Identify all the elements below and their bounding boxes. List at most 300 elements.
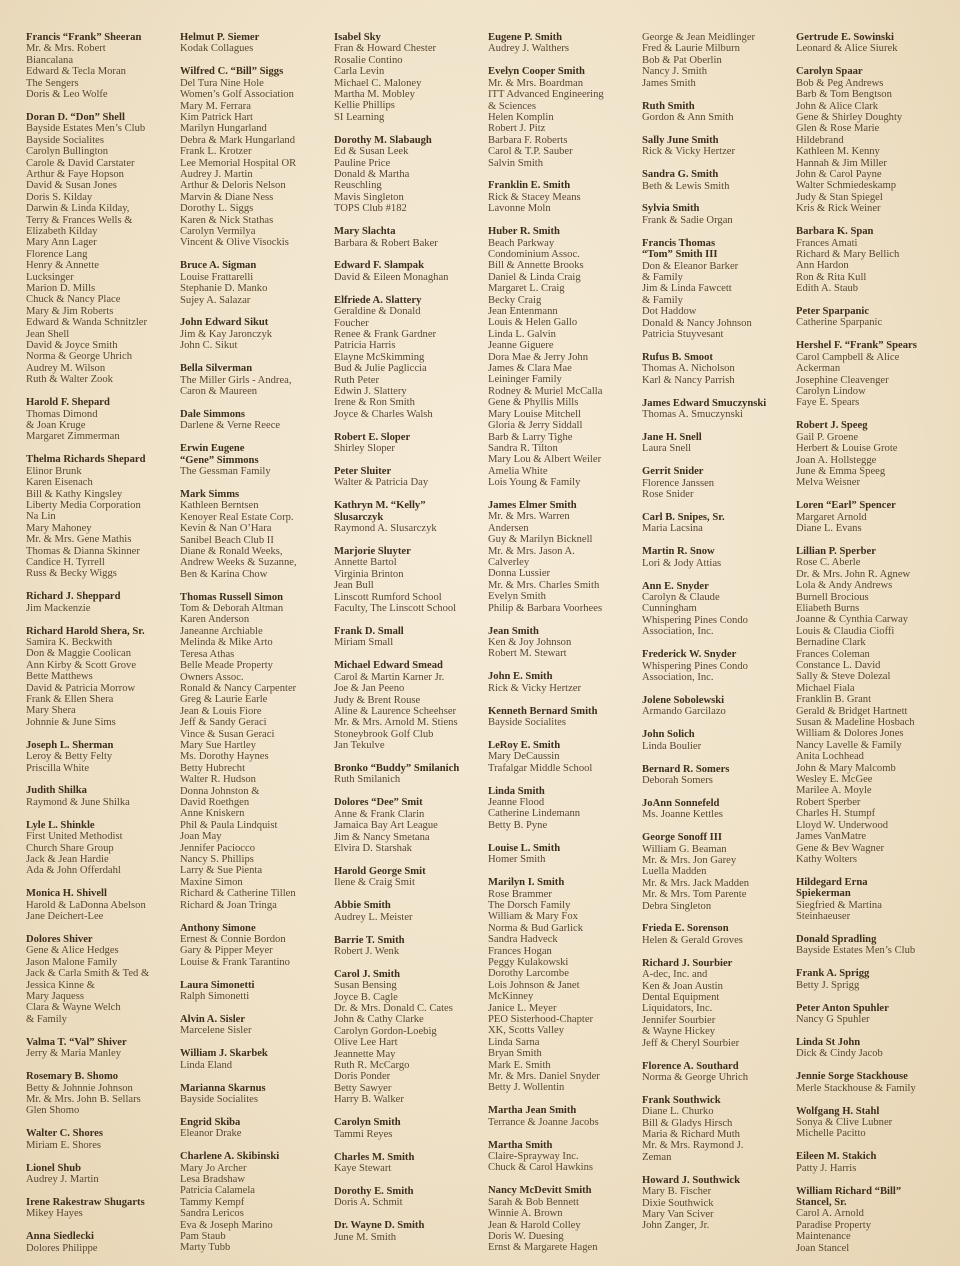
donor-name: Bob & Peg Andrews bbox=[796, 77, 884, 89]
donor-name: David Roethgen bbox=[180, 796, 250, 808]
honoree-name: “Gene” Simmons bbox=[180, 454, 259, 466]
memorial-entry bbox=[488, 877, 642, 1094]
donor-name: Carolyn Gordon-Loebig bbox=[334, 1025, 437, 1037]
donor-name: Don & Maggie Coolican bbox=[26, 648, 132, 660]
honoree-name: Howard J. Southwick bbox=[642, 1174, 741, 1186]
memorial-entry bbox=[796, 1186, 950, 1254]
honoree-name: Marjorie Sluyter bbox=[334, 546, 411, 558]
memorial-entry bbox=[796, 306, 950, 329]
donor-name: Bayside Estates Men’s Club bbox=[796, 945, 916, 957]
donor-name: Association, Inc. bbox=[642, 671, 714, 683]
memorial-entry bbox=[180, 317, 334, 351]
donor-name: A-dec, Inc. and bbox=[642, 969, 708, 981]
memorial-entry bbox=[488, 706, 642, 729]
donor-name: Karen Anderson bbox=[180, 614, 250, 626]
memorial-entry bbox=[488, 66, 642, 169]
donor-name: Herbert & Louise Grote bbox=[796, 443, 898, 455]
memorial-entry bbox=[26, 626, 180, 729]
donor-name: Edward & Wanda Schnitzler bbox=[26, 317, 148, 329]
donor-name: Raymond & June Shilka bbox=[26, 796, 130, 808]
donor-name: Siegfried & Martina bbox=[796, 899, 882, 911]
donor-name: Liquidators, Inc. bbox=[642, 1003, 713, 1015]
donor-name: Rose Brammer bbox=[488, 888, 552, 900]
donor-name: Carol & T.P. Sauber bbox=[488, 146, 573, 158]
donor-name: Gene & Phyllis Mills bbox=[488, 397, 579, 409]
donor-name: Ralph Simonetti bbox=[180, 991, 250, 1003]
donor-name: Barb & Larry Tighe bbox=[488, 431, 573, 443]
donor-name: Doris S. Kilday bbox=[26, 191, 93, 203]
honoree-name: Anthony Simone bbox=[180, 922, 256, 934]
donor-name: Elvira D. Starshak bbox=[334, 842, 412, 854]
honoree-name: Hershel F. “Frank” Spears bbox=[796, 340, 917, 352]
donor-name: Sarah & Bob Bennett bbox=[488, 1196, 579, 1208]
donor-name: Florence Janssen bbox=[642, 477, 715, 489]
donor-name: June M. Smith bbox=[334, 1231, 397, 1243]
donor-name: Harold & LaDonna Abelson bbox=[26, 899, 146, 911]
memorial-entry bbox=[334, 466, 488, 489]
donor-name: Mr. & Mrs. Charles Smith bbox=[488, 579, 600, 591]
honoree-name: Sylvia Smith bbox=[642, 203, 700, 215]
donor-name: Patricia Harris bbox=[334, 340, 396, 352]
donor-name: Melinda & Mike Arto bbox=[180, 637, 273, 649]
donor-name: Arthur & Deloris Nelson bbox=[180, 180, 286, 192]
donor-name: Susan & Madeline Hosbach bbox=[796, 717, 915, 729]
donor-name: Linda Boulier bbox=[642, 740, 702, 752]
donor-name: Mr. & Mrs. Jason A. bbox=[488, 545, 575, 557]
donor-name: Anne Kniskern bbox=[180, 808, 245, 820]
donor-name: Larry & Sue Pienta bbox=[180, 865, 263, 877]
donor-name: Mr. & Mrs. Arnold M. Stiens bbox=[334, 717, 458, 729]
donor-name: Frank L. Krotzer bbox=[180, 146, 252, 158]
honoree-name: Nancy McDevitt Smith bbox=[488, 1185, 592, 1197]
donor-name: James & Clara Mae bbox=[488, 363, 572, 375]
donor-name: Audrey L. Meister bbox=[334, 911, 413, 923]
donor-name: Robert J. Pitz bbox=[488, 123, 546, 135]
donor-name: Ann Kirby & Scott Grove bbox=[26, 659, 137, 671]
memorial-entry bbox=[642, 729, 796, 752]
memorial-entry bbox=[334, 1186, 488, 1209]
donor-name: Phil & Paula Lindquist bbox=[180, 819, 278, 831]
donor-name: Rick & Vicky Hertzer bbox=[488, 682, 582, 694]
memorial-entry bbox=[642, 101, 796, 124]
memorial-entry bbox=[642, 238, 796, 341]
donor-name: Mary & Jim Roberts bbox=[26, 305, 114, 317]
honoree-name: Joseph L. Sherman bbox=[26, 739, 114, 751]
donor-name: Homer Smith bbox=[488, 854, 546, 866]
donor-name: Bette Matthews bbox=[26, 671, 93, 683]
honoree-name: Alvin A. Sisler bbox=[180, 1013, 246, 1025]
donor-name: Sandra Hadveck bbox=[488, 934, 558, 946]
memorial-entry bbox=[796, 226, 950, 294]
memorial-entry bbox=[796, 1106, 950, 1140]
donor-name: Ernest & Connie Bordon bbox=[180, 933, 286, 945]
memorial-entry bbox=[488, 32, 642, 55]
donor-name: Amelia White bbox=[488, 465, 548, 477]
donor-name: Church Share Group bbox=[26, 842, 114, 854]
donor-name: Maintenance bbox=[796, 1231, 851, 1243]
donor-name: Aline & Laurence Scheehser bbox=[334, 705, 457, 717]
donor-name: David & Patricia Morrow bbox=[26, 682, 136, 694]
honoree-name: Lillian P. Sperber bbox=[796, 545, 876, 557]
donor-name: Diane & Ronald Weeks, bbox=[180, 545, 283, 557]
donor-name: Jeff & Cheryl Sourbier bbox=[642, 1037, 740, 1049]
donor-name: Guy & Marilyn Bicknell bbox=[488, 534, 593, 546]
donor-name: Carol & Martin Karner Jr. bbox=[334, 671, 445, 683]
memorial-entry bbox=[642, 923, 796, 946]
honoree-name: Erwin Eugene bbox=[180, 443, 245, 455]
memorial-entry bbox=[642, 466, 796, 500]
donor-name: Lois Young & Family bbox=[488, 477, 581, 489]
donor-name: James VanMatre bbox=[796, 831, 867, 843]
donor-name: Glen Shomo bbox=[26, 1105, 80, 1117]
donor-name: Darwin & Linda Kilday, bbox=[26, 203, 130, 215]
donor-name: Bayside Socialites bbox=[488, 717, 566, 729]
honoree-name: Loren “Earl” Spencer bbox=[796, 500, 896, 512]
donor-name: Biancalana bbox=[26, 54, 74, 66]
honoree-name: Doran D. “Don” Shell bbox=[26, 111, 125, 123]
donor-name: Steinhaeuser bbox=[796, 911, 851, 923]
donor-name: Lloyd W. Underwood bbox=[796, 819, 889, 831]
memorial-entry bbox=[26, 1128, 180, 1151]
memorial-entry bbox=[642, 135, 796, 158]
donor-name: Gerald & Bridget Hartnett bbox=[796, 705, 908, 717]
donor-name: Sandra R. Tilton bbox=[488, 442, 558, 454]
donor-name: June & Emma Speeg bbox=[796, 465, 886, 477]
donor-name: Gary & Pipper Meyer bbox=[180, 945, 273, 957]
honoree-name: Rufus B. Smoot bbox=[642, 351, 713, 363]
donor-name: Eleanor Drake bbox=[180, 1128, 242, 1140]
donor-name: Mr. & Mrs. Jack Madden bbox=[642, 877, 750, 889]
donor-name: & Family bbox=[642, 272, 683, 283]
memorial-entry bbox=[26, 1197, 180, 1220]
donor-name: Eliabeth Burns bbox=[796, 602, 860, 614]
honoree-name: James Elmer Smith bbox=[488, 500, 577, 512]
donor-name: The Gessman Family bbox=[180, 466, 271, 477]
honoree-name: Florence A. Southard bbox=[642, 1060, 739, 1072]
donor-name: Walter Schmiedeskamp bbox=[796, 180, 897, 192]
donor-name: Rodney & Muriel McCalla bbox=[488, 385, 603, 397]
donor-name: Mary Ann Lager bbox=[26, 237, 97, 249]
donor-name: Ernst & Margarete Hagen bbox=[488, 1242, 598, 1254]
donor-name: Olive Lee Hart bbox=[334, 1037, 398, 1049]
donor-name: Anne & Frank Clarin bbox=[334, 808, 425, 820]
donor-name: Terrance & Joanne Jacobs bbox=[488, 1116, 599, 1128]
memorial-entry bbox=[26, 397, 180, 443]
memorial-entry bbox=[334, 226, 488, 249]
honoree-name: Edward F. Slampak bbox=[334, 260, 424, 272]
donor-name: Marilyn Hungarland bbox=[180, 123, 267, 135]
donor-name: Mavis Singleton bbox=[334, 191, 404, 203]
donor-name: & Family bbox=[642, 294, 683, 306]
honoree-name: Valma T. “Val” Shiver bbox=[26, 1036, 127, 1048]
donor-name: Kodak Collagues bbox=[180, 43, 254, 55]
donor-name: Faculty, The Linscott School bbox=[334, 603, 457, 615]
donor-name: Faye E. Spears bbox=[796, 397, 860, 409]
donor-name: Frances Hogan bbox=[488, 945, 552, 957]
memorial-entry bbox=[642, 398, 796, 421]
donor-name: William & Mary Fox bbox=[488, 911, 578, 923]
memorial-entry bbox=[334, 135, 488, 215]
donor-name: Linda L. Galvin bbox=[488, 328, 556, 340]
donor-name: John & Mary Malcomb bbox=[796, 762, 896, 774]
memorial-entry bbox=[26, 785, 180, 808]
donor-name: Elizabeth Kilday bbox=[26, 226, 98, 237]
donor-name: Mr. & Mrs. Boardman bbox=[488, 77, 584, 89]
donor-name: John Zanger, Jr. bbox=[642, 1220, 710, 1232]
donor-name: Gail P. Groene bbox=[796, 431, 859, 443]
donor-name: Karl & Nancy Parrish bbox=[642, 374, 735, 386]
honoree-name: Robert J. Speeg bbox=[796, 420, 868, 432]
donor-name: John C. Sikut bbox=[180, 340, 238, 352]
honoree-name: Anna Siedlecki bbox=[26, 1231, 94, 1243]
honoree-name: Irene Rakestraw Shugarts bbox=[26, 1196, 145, 1208]
donor-name: Frank & Ellen Shera bbox=[26, 694, 114, 706]
honoree-name: Sandra G. Smith bbox=[642, 169, 719, 181]
donor-name: Judy & Brent Rouse bbox=[334, 694, 421, 706]
memorial-entry bbox=[180, 923, 334, 969]
donor-name: Audrey J. Martin bbox=[180, 168, 253, 180]
donor-name: Don & Eleanor Barker bbox=[642, 260, 739, 272]
donor-name: Lori & Jody Attias bbox=[642, 557, 722, 569]
donor-name: Carolyn & Claude bbox=[642, 592, 720, 604]
donor-name: Dolores Philippe bbox=[26, 1242, 98, 1254]
honoree-name: Frederick W. Snyder bbox=[642, 649, 737, 661]
honoree-name: Charlene A. Skibinski bbox=[180, 1151, 280, 1163]
donor-name: Doris Ponder bbox=[334, 1071, 391, 1083]
memorial-entry bbox=[334, 763, 488, 786]
donor-name: Jennifer Paciocco bbox=[180, 842, 256, 854]
memorial-entry bbox=[180, 980, 334, 1003]
honoree-name: Harold F. Shepard bbox=[26, 397, 110, 409]
donor-name: Maxine Simon bbox=[180, 876, 243, 888]
honoree-name: Jennie Sorge Stackhouse bbox=[796, 1071, 908, 1083]
donor-name: Ruth & Walter Zook bbox=[26, 374, 113, 386]
donor-name: Bill & Annette Brooks bbox=[488, 260, 584, 272]
memorial-entry bbox=[334, 900, 488, 923]
memorial-entry bbox=[642, 798, 796, 821]
donor-name: John & Alice Clark bbox=[796, 100, 879, 112]
honoree-name: Spiekerman bbox=[796, 888, 851, 900]
donor-name: Joe & Jan Peeno bbox=[334, 683, 405, 695]
honoree-name: John Edward Sikut bbox=[180, 317, 269, 329]
donor-name: Jeff & Sandy Geraci bbox=[180, 717, 267, 729]
donor-name: Gene & Bev Wagner bbox=[796, 842, 885, 854]
honoree-name: Peter Sparpanic bbox=[796, 306, 870, 318]
memorial-entry bbox=[180, 1151, 334, 1254]
donor-name: Marcelene Sisler bbox=[180, 1025, 252, 1037]
donor-name: Thomas A. Smuczynski bbox=[642, 409, 743, 421]
donor-name: Marilee A. Moyle bbox=[796, 785, 872, 797]
donor-name: Arthur & Faye Hopson bbox=[26, 168, 124, 180]
donor-name: Ed & Susan Leek bbox=[334, 146, 409, 158]
memorial-entry bbox=[796, 1151, 950, 1174]
memorial-entry bbox=[334, 969, 488, 1106]
donor-name: Charles H. Stumpf bbox=[796, 808, 876, 820]
memorial-entry bbox=[334, 500, 488, 534]
honoree-name: Engrid Skiba bbox=[180, 1116, 241, 1128]
donor-name: Mary Jo Archer bbox=[180, 1162, 247, 1174]
donor-name: Joan A. Hollstegge bbox=[796, 454, 877, 466]
donor-name: Jack & Jean Hardie bbox=[26, 854, 109, 865]
donor-name: Melva Weisner bbox=[796, 477, 860, 489]
honoree-name: Harold George Smit bbox=[334, 865, 426, 877]
donor-name: Jessica Kinne & bbox=[26, 979, 95, 991]
donor-name: Bayside Socialites bbox=[26, 134, 104, 146]
memorial-entry bbox=[180, 32, 334, 55]
donor-name: Terry & Frances Wells & bbox=[26, 214, 133, 226]
donor-name: Leininger Family bbox=[488, 374, 562, 386]
honoree-name: Hildegard Erna bbox=[796, 876, 868, 888]
donor-name: Mary B. Fischer bbox=[642, 1186, 712, 1198]
donor-name: Mary Lou & Albert Weiler bbox=[488, 454, 602, 466]
honoree-name: Martin R. Snow bbox=[642, 546, 715, 558]
donor-name: Ruth Smilanich bbox=[334, 774, 401, 786]
memorial-entry bbox=[796, 546, 950, 865]
memorial-entry bbox=[180, 443, 334, 477]
donor-name: Louise & Frank Tarantino bbox=[180, 956, 290, 968]
donor-name: Robert M. Stewart bbox=[488, 648, 567, 660]
donor-name: Andersen bbox=[488, 522, 529, 534]
memorial-entry bbox=[180, 66, 334, 249]
donor-name: Bayside Socialites bbox=[180, 1094, 258, 1105]
donor-name: Margaret Arnold bbox=[796, 511, 867, 523]
honoree-name: Judith Shilka bbox=[26, 785, 87, 797]
honoree-name: Mary Slachta bbox=[334, 226, 396, 238]
honoree-name: James Edward Smuczynski bbox=[642, 397, 767, 409]
donor-name: Dora Mae & Jerry John bbox=[488, 351, 589, 363]
donor-name: Ben & Karina Chow bbox=[180, 568, 268, 580]
donor-name: Jim Mackenzie bbox=[26, 602, 91, 614]
donor-name: Dot Haddow bbox=[642, 306, 697, 318]
honoree-name: Dorothy M. Slabaugh bbox=[334, 134, 432, 146]
honoree-name: Barbara K. Span bbox=[796, 226, 874, 238]
memorial-entry bbox=[796, 500, 950, 534]
donor-name: Donald & Nancy Johnson bbox=[642, 317, 752, 329]
donor-name: Laura Snell bbox=[642, 443, 692, 455]
donor-name: Zeman bbox=[642, 1151, 672, 1163]
donor-name: Becky Craig bbox=[488, 294, 542, 306]
donor-name: David & Joyce Smith bbox=[26, 340, 118, 352]
donor-name: Nancy G Spuhler bbox=[796, 1013, 870, 1025]
honoree-name: Wolfgang H. Stahl bbox=[796, 1105, 880, 1117]
honoree-name: Dr. Wayne D. Smith bbox=[334, 1220, 425, 1232]
donor-name: Michael C. Maloney bbox=[334, 77, 422, 89]
memorial-entry bbox=[642, 1061, 796, 1084]
memorial-entry bbox=[334, 260, 488, 283]
donor-name: Jean Shell bbox=[26, 328, 70, 340]
memorial-entry bbox=[334, 626, 488, 649]
honoree-name: Frank D. Small bbox=[334, 625, 404, 637]
memorial-entry bbox=[26, 591, 180, 614]
donor-name: Whispering Pines Condo bbox=[642, 614, 748, 626]
memorial-entry bbox=[26, 1037, 180, 1060]
donor-name: Helen & Gerald Groves bbox=[642, 934, 743, 946]
donor-name: Eva & Joseph Marino bbox=[180, 1219, 273, 1231]
donor-name: Fran & Howard Chester bbox=[334, 43, 437, 55]
donor-name: Bob & Pat Oberlin bbox=[642, 54, 722, 66]
donor-name: Carolyn Bullington bbox=[26, 146, 109, 158]
donor-name: Vince & Susan Geraci bbox=[180, 728, 275, 740]
donor-name: Kellie Phillips bbox=[334, 100, 395, 112]
honoree-name: Sally June Smith bbox=[642, 134, 719, 146]
donor-name: Kim Patrick Hart bbox=[180, 111, 253, 123]
donor-name: Peggy Kulakowski bbox=[488, 956, 569, 968]
honoree-name: Abbie Smith bbox=[334, 900, 391, 912]
donor-name: Joan May bbox=[180, 831, 222, 843]
donor-name: Janice L. Meyer bbox=[488, 1002, 557, 1014]
donor-name: The Sengers bbox=[26, 77, 79, 89]
donor-name: Sanibel Beach Club II bbox=[180, 534, 274, 546]
donor-name: Andrew Weeks & Suzanne, bbox=[180, 557, 297, 569]
donor-name: Margaret Zimmerman bbox=[26, 431, 120, 443]
memorial-entry bbox=[488, 226, 642, 488]
memorial-entry bbox=[334, 660, 488, 751]
donor-name: Elinor Brunk bbox=[26, 465, 82, 477]
donor-name: Luella Madden bbox=[642, 866, 707, 878]
donor-name: Glen & Rose Marie bbox=[796, 123, 880, 135]
donor-name: Armando Garcilazo bbox=[642, 706, 726, 718]
donor-name: Sandra Lericos bbox=[180, 1208, 244, 1220]
honoree-name: Laura Simonetti bbox=[180, 979, 255, 991]
donor-name: First United Methodist bbox=[26, 831, 123, 843]
donor-name: Doris & Leo Wolfe bbox=[26, 89, 108, 101]
memorial-entry bbox=[180, 363, 334, 397]
donor-name: Mary DeCaussin bbox=[488, 751, 560, 763]
honoree-name: Elfriede A. Slattery bbox=[334, 294, 422, 306]
donor-name: Del Tura Nine Hole bbox=[180, 77, 264, 89]
memorial-entry bbox=[180, 1014, 334, 1037]
donor-name: James Smith bbox=[642, 77, 696, 89]
donor-name: Betty J. Sprigg bbox=[796, 979, 860, 991]
donor-name: Debra Singleton bbox=[642, 900, 712, 912]
donor-name: Lois Johnson & Janet bbox=[488, 979, 580, 991]
donor-name: Daniel & Linda Craig bbox=[488, 271, 581, 283]
donor-name: Stephanie D. Manko bbox=[180, 283, 268, 295]
donor-name: Bill & Gladys Hirsch bbox=[642, 1117, 733, 1129]
donor-name: Lesa Bradshaw bbox=[180, 1174, 246, 1186]
donor-name: Henry & Annette bbox=[26, 260, 99, 272]
honoree-name: Richard J. Sourbier bbox=[642, 957, 733, 969]
memorial-entry bbox=[642, 581, 796, 638]
memorial-entry bbox=[642, 203, 796, 226]
donor-name: Jan Tekulve bbox=[334, 740, 385, 752]
donor-name: Trafalgar Middle School bbox=[488, 762, 593, 774]
honoree-name: Peter Anton Spuhler bbox=[796, 1002, 889, 1014]
honoree-name: Dolores “Dee” Smit bbox=[334, 797, 423, 809]
donor-name: Association, Inc. bbox=[642, 626, 714, 638]
donor-name: Jean Entenmann bbox=[488, 306, 558, 318]
donor-name: Jane Deichert-Lee bbox=[26, 911, 104, 923]
memorial-entry bbox=[642, 958, 796, 1049]
donor-name: Marion D. Mills bbox=[26, 283, 96, 295]
donor-name: Franklin B. Grant bbox=[796, 694, 872, 706]
donor-name: Gene & Shirley Doughty bbox=[796, 111, 903, 123]
donor-name: Jean & Louis Fiore bbox=[180, 705, 262, 717]
donor-name: Burnell Brocious bbox=[796, 591, 869, 603]
honoree-name: Martha Smith bbox=[488, 1139, 553, 1151]
honoree-name: Marianna Skarnus bbox=[180, 1082, 266, 1094]
honoree-name: Ruth Smith bbox=[642, 100, 695, 112]
honoree-name: Bruce A. Sigman bbox=[180, 260, 257, 272]
donor-name: Hildebrand bbox=[796, 134, 844, 146]
donor-name: Norma & George Uhrich bbox=[26, 351, 133, 363]
donor-name: McKinney bbox=[488, 991, 534, 1003]
donor-name: Whispering Pines Condo bbox=[642, 660, 748, 672]
donor-name: Betty B. Pyne bbox=[488, 819, 548, 831]
donor-name: Dr. & Mrs. John R. Agnew bbox=[796, 568, 911, 580]
donor-name: Rick & Vicky Hertzer bbox=[642, 146, 736, 158]
donor-name: Karen & Nick Stathas bbox=[180, 214, 274, 226]
